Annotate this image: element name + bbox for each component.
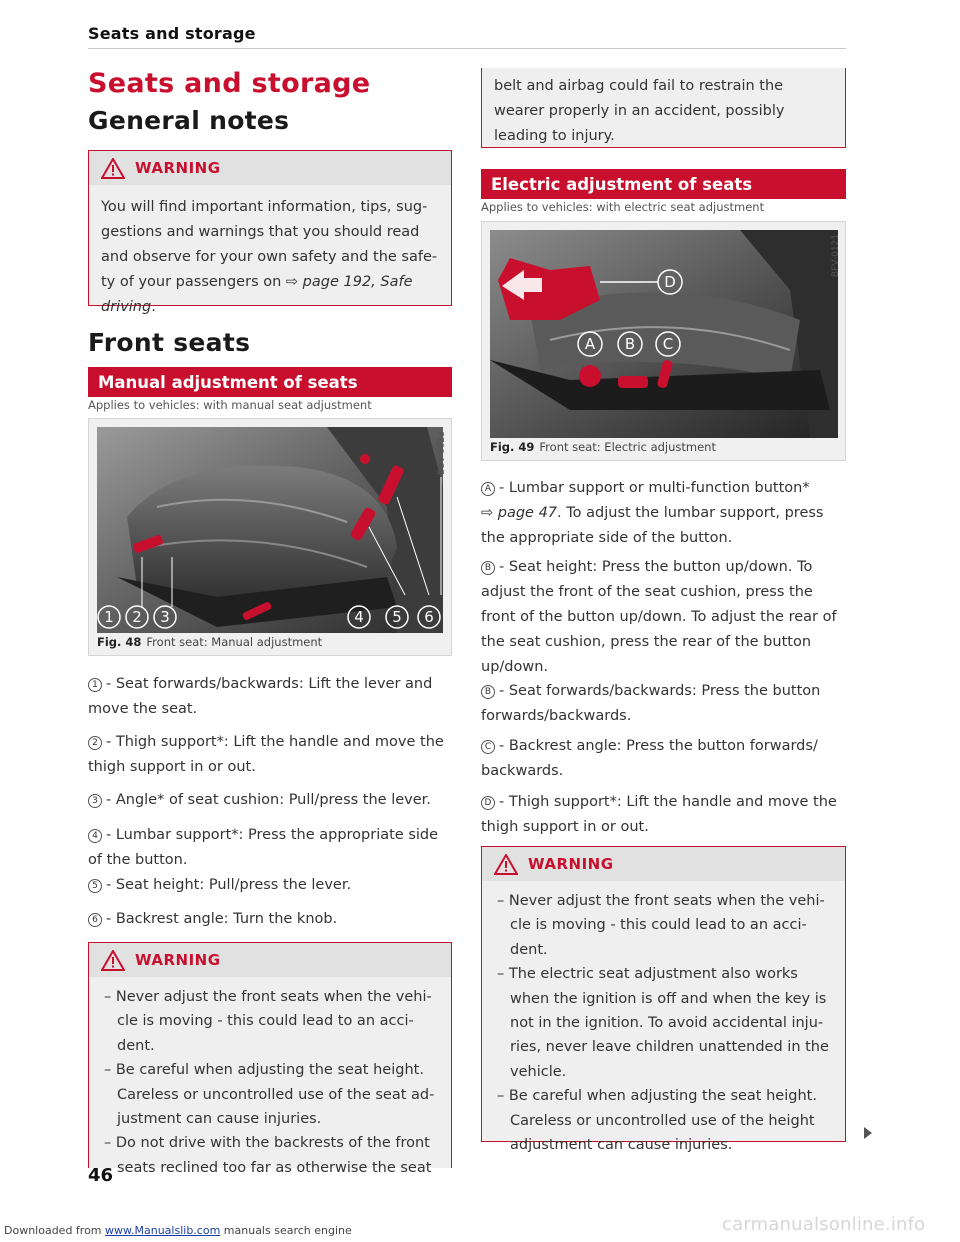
manual-applies-note: Applies to vehicles: with manual seat adjustment xyxy=(88,398,372,412)
electric-seat-photo xyxy=(490,230,838,438)
warning-triangle-icon xyxy=(494,854,518,875)
list-item: B - Seat height: Press the button up/down. To adjust the front of the seat cushion, press the front of the button up/down. To adjust the rear of the seat cushion, press the rear of the button up/down. xyxy=(481,559,837,675)
list-item: D - Thigh support*: Lift the handle and move the thigh support in or out. xyxy=(481,794,837,835)
warning-box-electric xyxy=(481,846,846,1154)
list-item: 1 - Seat forwards/backwards: Lift the lever and move the seat. xyxy=(88,676,433,717)
manual-adjustment-bar: Manual adjustment of seats xyxy=(88,367,452,397)
warning-label: WARNING xyxy=(135,951,221,969)
warning-continued-text: belt and airbag could fail to restrain the wearer properly in an accident, possibly leading to injury. xyxy=(494,78,785,144)
electric-adjustment-bar: Electric adjustment of seats xyxy=(481,169,846,199)
list-item: A - Lumbar support or multi-function button* ⇨ page 47. To adjust the lumbar support, press the appropriate side of the button. xyxy=(481,480,824,546)
list-item: 3 - Angle* of seat cushion: Pull/press the lever. xyxy=(88,788,452,813)
figure-code: BFV-0121 xyxy=(831,234,841,278)
section-title-front-seats: Front seats xyxy=(88,328,251,357)
warning-triangle-icon xyxy=(101,158,125,179)
warning-label: WARNING xyxy=(528,855,614,873)
manual-seat-photo xyxy=(97,427,443,633)
svg-text:2: 2 xyxy=(132,608,142,626)
chapter-title: Seats and storage xyxy=(88,68,371,99)
download-footer: Downloaded from www.Manualslib.com manuals search engine xyxy=(4,1224,352,1237)
running-header: Seats and storage xyxy=(88,24,256,43)
warning-header xyxy=(89,151,451,185)
svg-text:3: 3 xyxy=(160,608,170,626)
warning-bullet: – Do not drive with the backrests of the front seats reclined too far as otherwise the seat xyxy=(104,1135,432,1176)
warning-header xyxy=(89,943,451,977)
warning-triangle-icon xyxy=(101,950,125,971)
page-number: 46 xyxy=(88,1165,114,1186)
figure-49 xyxy=(481,221,846,461)
warning-text: You will find important information, tips, suggestions and warnings that you should read and observe for your own safety and the safety of your passengers on ⇨ page 192, Safe driving. xyxy=(101,199,438,315)
page-reference-link[interactable]: ⇨ page 192, Safe driving xyxy=(101,274,413,315)
warning-bullet: – Be careful when adjusting the seat height. Careless or uncontrolled use of the seat adjustment can cause injuries. xyxy=(104,1062,435,1128)
list-item: 6 - Backrest angle: Turn the knob. xyxy=(88,907,452,932)
list-item: 2 - Thigh support*: Lift the handle and move the thigh support in or out. xyxy=(88,734,444,775)
svg-text:1: 1 xyxy=(104,608,114,626)
warning-bullet: – Never adjust the front seats when the vehicle is moving - this could lead to an accident. xyxy=(104,989,432,1054)
figure-caption: Fig. 49 Front seat: Electric adjustment xyxy=(490,440,716,454)
warning-label: WARNING xyxy=(135,159,221,177)
electric-applies-note: Applies to vehicles: with electric seat adjustment xyxy=(481,200,765,214)
header-divider xyxy=(88,48,846,49)
warning-bullet: – Be careful when adjusting the seat height. Careless or uncontrolled use of the height adjustment can cause injuries. xyxy=(497,1088,817,1154)
page-reference-link[interactable]: ⇨ page 47 xyxy=(481,505,558,521)
manualslib-link[interactable]: www.Manualslib.com xyxy=(105,1224,221,1237)
figure-code: B8V-0023 xyxy=(437,431,447,475)
svg-text:D: D xyxy=(664,273,676,291)
continue-arrow-icon xyxy=(864,1127,872,1139)
svg-text:B: B xyxy=(624,335,636,353)
warning-bullet: – The electric seat adjustment also works when the ignition is off and when the key is not in the ignition. To avoid accidental injuries, never leave children unattended in the vehicle. xyxy=(497,966,829,1080)
list-item: C - Backrest angle: Press the button forwards/ backwards. xyxy=(481,738,818,779)
watermark-brand: carmanualsonline.info xyxy=(722,1214,926,1235)
section-title-general-notes: General notes xyxy=(88,106,290,135)
list-item: 5 - Seat height: Pull/press the lever. xyxy=(88,873,452,898)
warning-bullets xyxy=(89,977,451,1180)
warning-box-general xyxy=(88,150,452,315)
figure-48 xyxy=(88,418,452,656)
svg-text:4: 4 xyxy=(354,608,364,626)
svg-text:A: A xyxy=(584,335,596,353)
warning-bullet: – Never adjust the front seats when the vehicle is moving - this could lead to an accident. xyxy=(497,893,825,958)
warning-header xyxy=(482,847,845,881)
svg-text:C: C xyxy=(662,335,674,353)
warning-box-continued xyxy=(481,68,846,148)
figure-caption: Fig. 48 Front seat: Manual adjustment xyxy=(97,635,323,649)
list-item: 4 - Lumbar support*: Press the appropriate side of the button. xyxy=(88,827,439,868)
svg-text:6: 6 xyxy=(424,608,434,626)
list-item: B - Seat forwards/backwards: Press the button forwards/backwards. xyxy=(481,683,821,724)
warning-bullets xyxy=(482,881,845,1157)
svg-text:5: 5 xyxy=(392,608,402,626)
